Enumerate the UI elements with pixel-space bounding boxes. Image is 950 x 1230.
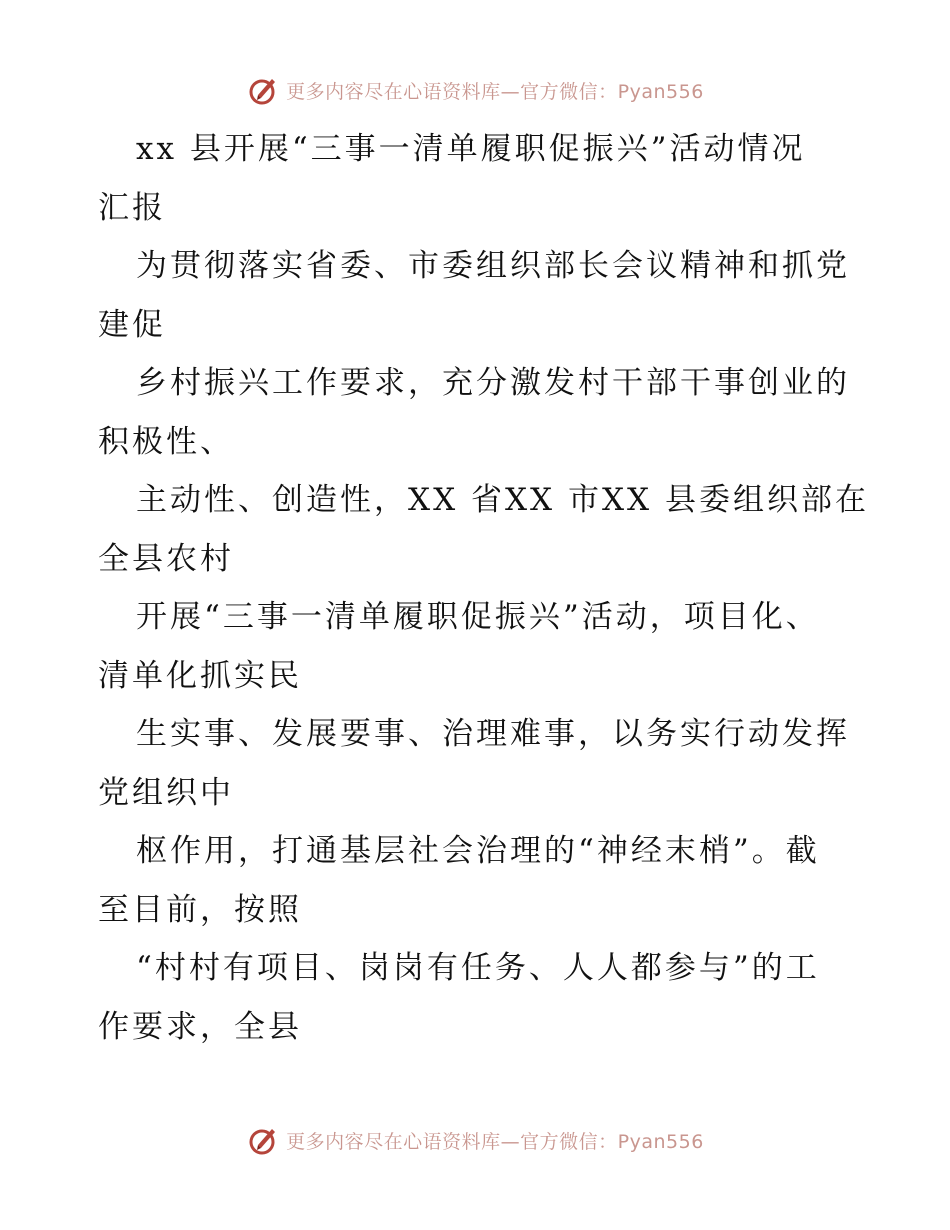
text-line: 党组织中 bbox=[98, 774, 234, 811]
text-line: 乡村振兴工作要求，充分激发村干部干事创业的 bbox=[136, 365, 850, 401]
text-line: 作要求，全县 bbox=[98, 1008, 302, 1045]
text-line: 积极性、 bbox=[98, 423, 234, 460]
text-line: 枢作用，打通基层社会治理的“神经末梢”。截 bbox=[136, 833, 820, 869]
footer-watermark-banner bbox=[0, 1120, 950, 1160]
header-watermark-banner bbox=[0, 70, 950, 110]
text-line: 至目前，按照 bbox=[98, 891, 302, 928]
document-body bbox=[98, 120, 869, 1056]
pen-on-circle-logo-icon bbox=[246, 1123, 280, 1157]
text-line: “村村有项目、岗岗有任务、人人都参与”的工 bbox=[136, 950, 820, 986]
text-line: 汇报 bbox=[98, 189, 166, 226]
text-line: 全县农村 bbox=[98, 540, 234, 577]
text-line: 开展“三事一清单履职促振兴”活动，项目化、 bbox=[136, 599, 820, 635]
text-line: 主动性、创造性，XX 省XX 市XX 县委组织部在 bbox=[136, 482, 869, 518]
text-line: 为贯彻落实省委、市委组织部长会议精神和抓党 bbox=[136, 248, 850, 284]
text-line: xx 县开展“三事一清单履职促振兴”活动情况 bbox=[136, 131, 806, 167]
pen-on-circle-logo-icon bbox=[246, 73, 280, 107]
text-line: 建促 bbox=[98, 306, 166, 343]
watermark-text: 更多内容尽在心语资料库—官方微信：Pyan556 bbox=[286, 1130, 704, 1153]
text-line: 生实事、发展要事、治理难事，以务实行动发挥 bbox=[136, 716, 850, 752]
text-line: 清单化抓实民 bbox=[98, 657, 302, 694]
watermark-text: 更多内容尽在心语资料库—官方微信：Pyan556 bbox=[286, 80, 704, 103]
